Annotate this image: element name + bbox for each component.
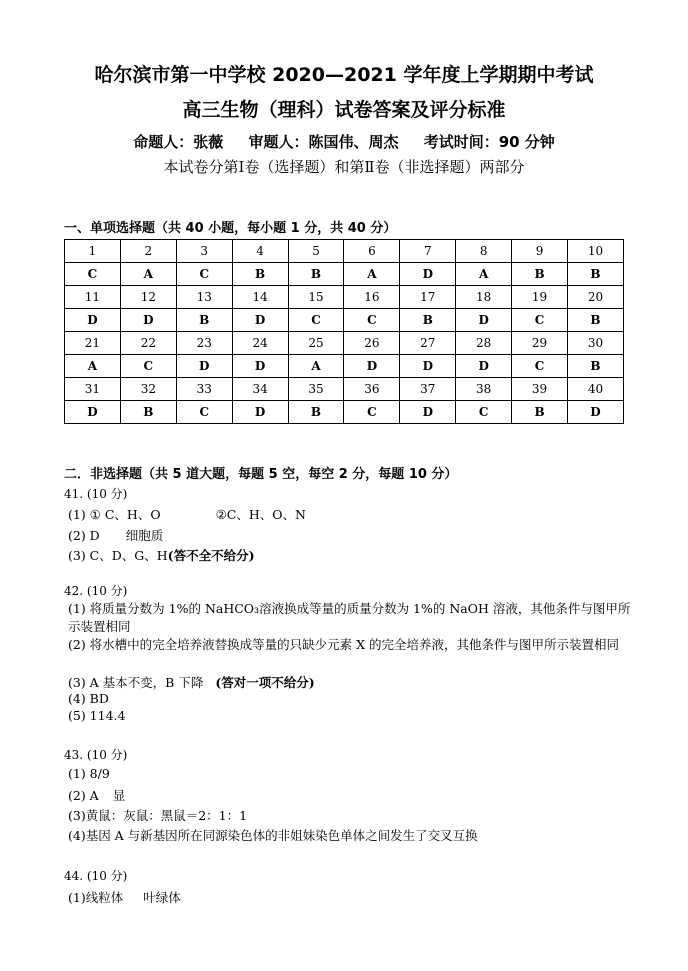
exam-intro: 本试卷分第Ⅰ卷（选择题）和第Ⅱ卷（非选择题）两部分: [163, 158, 525, 176]
reviewer: 审题人：陈国伟、周杰: [248, 133, 399, 151]
answer-cell: D: [400, 401, 456, 424]
question-number-cell: 34: [232, 378, 288, 401]
answer-cell: C: [512, 309, 568, 332]
answer-row: [65, 401, 624, 424]
answer-cell: B: [400, 309, 456, 332]
answer-cell: D: [120, 309, 176, 332]
question-number-cell: 31: [65, 378, 121, 401]
q42-heading: 42. (10 分): [64, 584, 128, 598]
answer-cell: B: [512, 401, 568, 424]
answer-cell: D: [344, 355, 400, 378]
question-number-cell: 20: [568, 286, 624, 309]
answer-row: [65, 309, 624, 332]
q41-answer-2: (2) D 细胞质: [68, 528, 164, 543]
q42-answer-3: (3) A 基本不变，B 下降 (答对一项不给分): [68, 675, 315, 690]
question-number-cell: 3: [176, 240, 232, 263]
question-number-cell: 37: [400, 378, 456, 401]
q42-answer-5: (5) 114.4: [68, 708, 126, 723]
answer-cell: A: [288, 355, 344, 378]
answer-table: [64, 239, 624, 424]
question-number-cell: 32: [120, 378, 176, 401]
question-number-cell: 10: [568, 240, 624, 263]
answer-cell: B: [568, 263, 624, 286]
author: 命题人：张薇: [133, 133, 224, 151]
answer-cell: B: [512, 263, 568, 286]
question-number-row: [65, 286, 624, 309]
answer-cell: D: [400, 355, 456, 378]
answer-cell: D: [400, 263, 456, 286]
answer-cell: D: [176, 355, 232, 378]
answer-cell: B: [232, 263, 288, 286]
answer-cell: D: [232, 309, 288, 332]
question-number-cell: 4: [232, 240, 288, 263]
question-number-cell: 1: [65, 240, 121, 263]
answer-cell: C: [344, 309, 400, 332]
q42-answer-1: (1) 将质量分数为 1%的 NaHCO₃溶液换成等量的质量分数为 1%的 NaOH 溶液，其他条件与图甲所示装置相同: [68, 601, 631, 634]
question-number-cell: 18: [456, 286, 512, 309]
question-number-cell: 28: [456, 332, 512, 355]
answer-cell: A: [120, 263, 176, 286]
question-number-row: [65, 378, 624, 401]
answer-cell: C: [120, 355, 176, 378]
question-number-cell: 12: [120, 286, 176, 309]
answer-cell: C: [65, 263, 121, 286]
answer-cell: A: [456, 263, 512, 286]
answer-cell: D: [456, 355, 512, 378]
question-number-cell: 22: [120, 332, 176, 355]
q42-answer-4: (4) BD: [68, 691, 109, 706]
section2-title: 二．非选择题（共 5 道大题，每题 5 空，每空 2 分，每题 10 分）: [64, 467, 458, 482]
question-number-cell: 27: [400, 332, 456, 355]
q43-answer-2: (2) A 显: [68, 788, 126, 803]
answer-cell: B: [288, 401, 344, 424]
question-number-cell: 38: [456, 378, 512, 401]
q43-answer-1: (1) 8/9: [68, 766, 110, 781]
q44-heading: 44. (10 分): [64, 869, 128, 883]
answer-cell: B: [568, 309, 624, 332]
question-number-cell: 40: [568, 378, 624, 401]
answer-cell: C: [344, 401, 400, 424]
question-number-cell: 2: [120, 240, 176, 263]
question-number-row: [65, 332, 624, 355]
q43-answer-4: (4)基因 A 与新基因所在同源染色体的非姐妹染色单体之间发生了交叉互换: [68, 828, 478, 843]
answer-row: [65, 263, 624, 286]
question-number-cell: 25: [288, 332, 344, 355]
question-number-row: [65, 240, 624, 263]
question-number-cell: 33: [176, 378, 232, 401]
answer-cell: A: [65, 355, 121, 378]
q43-heading: 43. (10 分): [64, 748, 128, 762]
question-number-cell: 14: [232, 286, 288, 309]
question-number-cell: 7: [400, 240, 456, 263]
question-number-cell: 29: [512, 332, 568, 355]
answer-cell: C: [176, 401, 232, 424]
answer-cell: C: [512, 355, 568, 378]
answer-cell: D: [456, 309, 512, 332]
question-number-cell: 35: [288, 378, 344, 401]
question-number-cell: 16: [344, 286, 400, 309]
question-number-cell: 19: [512, 286, 568, 309]
exam-meta: [0, 131, 688, 152]
question-number-cell: 39: [512, 378, 568, 401]
section1-title: 一、单项选择题（共 40 小题，每小题 1 分，共 40 分）: [64, 221, 397, 236]
question-number-cell: 8: [456, 240, 512, 263]
question-number-cell: 5: [288, 240, 344, 263]
answer-cell: A: [344, 263, 400, 286]
exam-time: 考试时间：90 分钟: [423, 133, 555, 151]
question-number-cell: 17: [400, 286, 456, 309]
answer-cell: B: [288, 263, 344, 286]
q41-answer-3: (3) C、D、G、H(答不全不给分): [68, 548, 255, 563]
answer-cell: B: [176, 309, 232, 332]
question-number-cell: 30: [568, 332, 624, 355]
answer-cell: C: [456, 401, 512, 424]
answer-cell: D: [232, 401, 288, 424]
q44-answer-1: (1)线粒体 叶绿体: [68, 890, 181, 905]
question-number-cell: 11: [65, 286, 121, 309]
question-number-cell: 21: [65, 332, 121, 355]
document-subtitle: 高三生物（理科）试卷答案及评分标准: [182, 99, 506, 121]
answer-cell: C: [176, 263, 232, 286]
document-title: 哈尔滨市第一中学校 2020—2021 学年度上学期期中考试: [94, 64, 594, 86]
answer-cell: B: [120, 401, 176, 424]
answer-cell: C: [288, 309, 344, 332]
answer-row: [65, 355, 624, 378]
question-number-cell: 6: [344, 240, 400, 263]
q42-answer-2: (2) 将水槽中的完全培养液替换成等量的只缺少元素 X 的完全培养液，其他条件与图甲所示装置相同: [68, 637, 620, 652]
answer-cell: D: [568, 401, 624, 424]
answer-cell: D: [232, 355, 288, 378]
question-number-cell: 13: [176, 286, 232, 309]
question-number-cell: 9: [512, 240, 568, 263]
q43-answer-3: (3)黄鼠：灰鼠：黑鼠＝2：1：1: [68, 808, 248, 823]
question-number-cell: 36: [344, 378, 400, 401]
answer-cell: D: [65, 309, 121, 332]
q41-heading: 41. (10 分): [64, 487, 128, 501]
answer-cell: D: [65, 401, 121, 424]
q41-answer-1: (1) ① C、H、O ②C、H、O、N: [68, 507, 306, 522]
question-number-cell: 26: [344, 332, 400, 355]
question-number-cell: 23: [176, 332, 232, 355]
question-number-cell: 15: [288, 286, 344, 309]
answer-cell: B: [568, 355, 624, 378]
question-number-cell: 24: [232, 332, 288, 355]
